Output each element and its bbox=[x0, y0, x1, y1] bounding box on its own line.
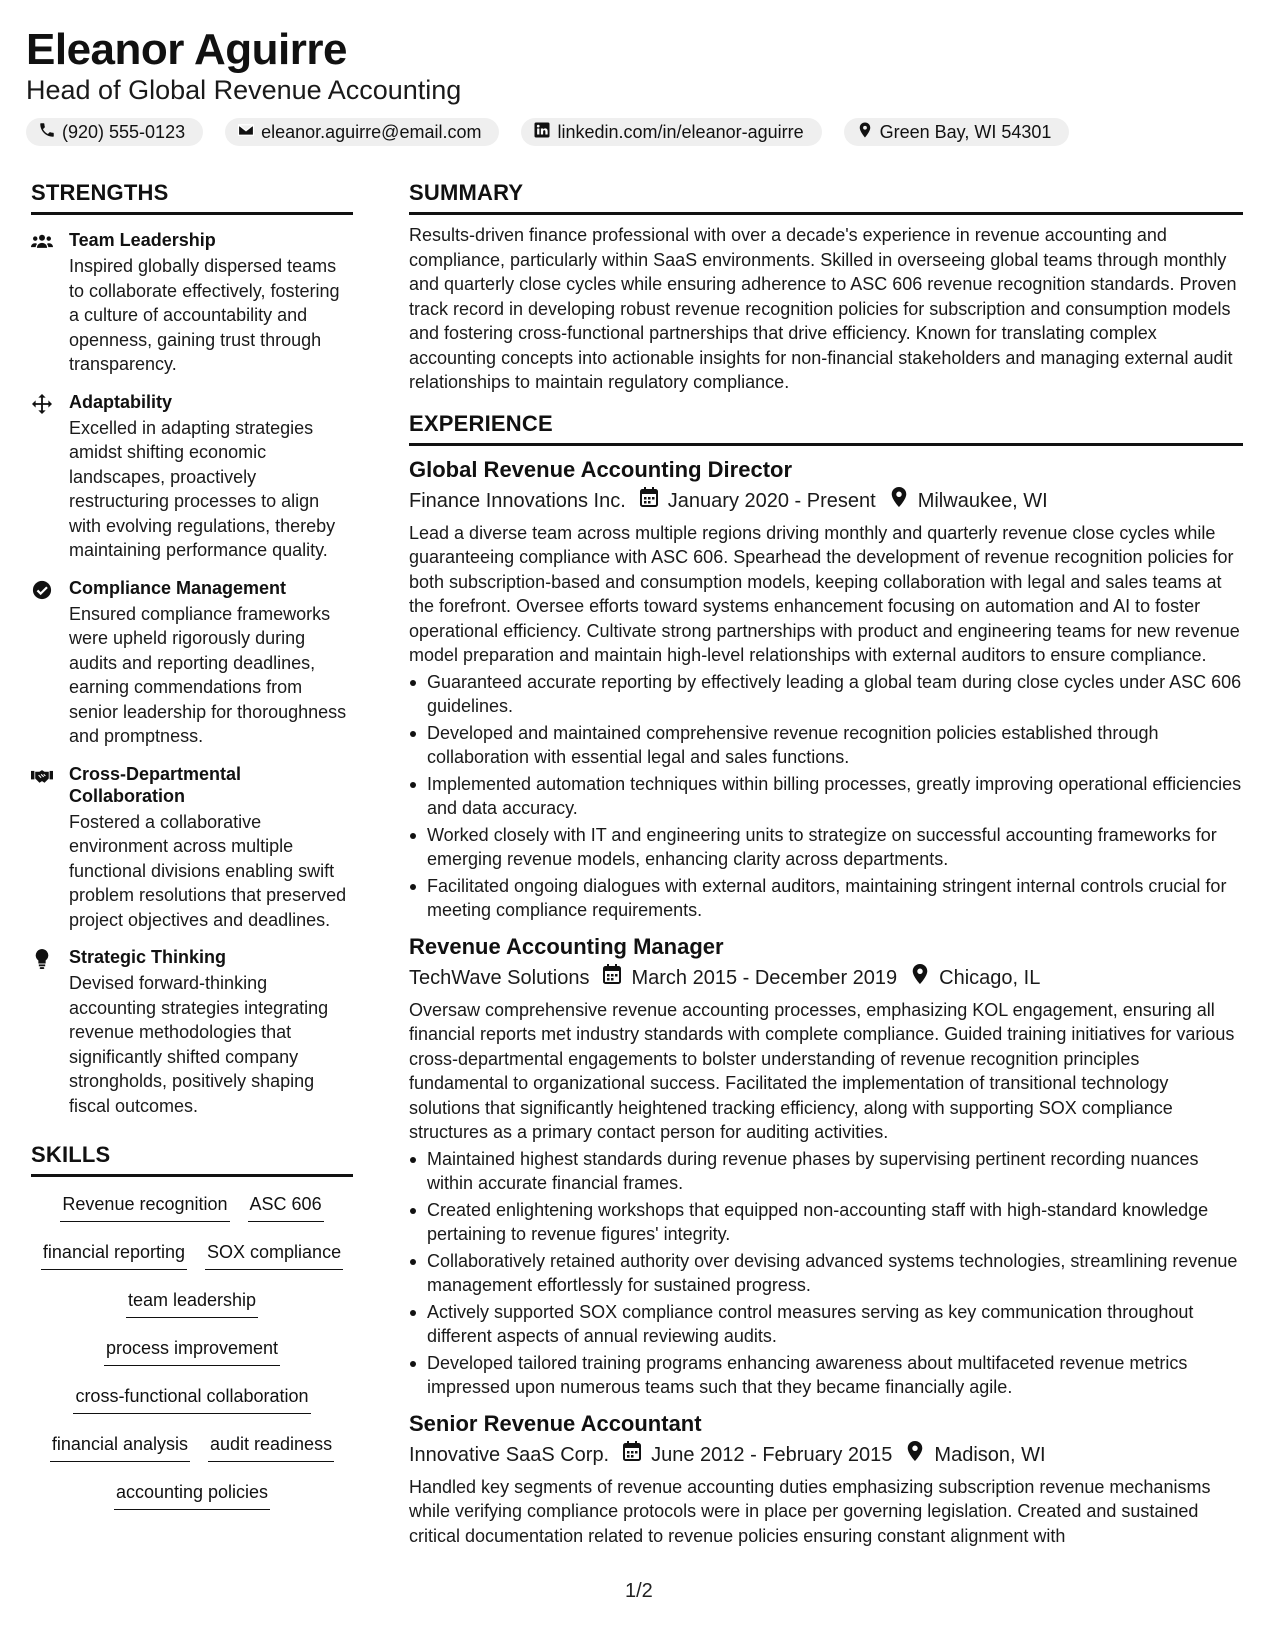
company-name: Finance Innovations Inc. bbox=[409, 489, 626, 512]
skill-tag: audit readiness bbox=[208, 1429, 334, 1462]
skill-tag: cross-functional collaboration bbox=[73, 1381, 310, 1414]
job-bullets bbox=[409, 670, 1243, 923]
lightbulb-icon bbox=[31, 946, 69, 1118]
strength-item bbox=[31, 577, 353, 749]
strength-desc: Inspired globally dispersed teams to collaborate effectively, fostering a culture of accountability and openness, gaining trust through transparency. bbox=[69, 256, 340, 374]
strength-name: Team Leadership bbox=[69, 230, 216, 250]
strength-name: Cross-Departmental Collaboration bbox=[69, 763, 242, 806]
resume-header bbox=[26, 24, 1246, 146]
job-meta bbox=[409, 1441, 1243, 1469]
job-title: Global Revenue Accounting Director bbox=[409, 456, 793, 482]
map-pin-icon bbox=[856, 121, 874, 144]
experience-heading: EXPERIENCE bbox=[409, 409, 1243, 446]
job-dates: June 2012 - February 2015 bbox=[651, 1443, 893, 1466]
strength-item bbox=[31, 763, 353, 933]
linkedin-icon bbox=[533, 121, 551, 144]
phone-icon bbox=[38, 121, 56, 144]
users-icon bbox=[31, 229, 69, 377]
skill-tag: financial reporting bbox=[41, 1237, 187, 1270]
list-item: Guaranteed accurate reporting by effectively leading a global team during close cycles under ASC 606 guidelines. bbox=[409, 670, 1243, 719]
left-column bbox=[31, 178, 353, 1525]
skill-tag: process improvement bbox=[104, 1333, 280, 1366]
strengths-heading: STRENGTHS bbox=[31, 178, 353, 215]
strength-name: Strategic Thinking bbox=[69, 947, 227, 967]
list-item: Actively supported SOX compliance control measures serving as key communication throughout different aspects of annual reviewing audits. bbox=[409, 1300, 1243, 1349]
skill-tag: Revenue recognition bbox=[60, 1189, 229, 1222]
skill-tag: accounting policies bbox=[114, 1477, 270, 1510]
job-description: Handled key segments of revenue accounting duties emphasizing subscription revenue mechanisms while verifying compliance protocols were in place per governing legislation. Created and sustained critical documentation related to revenue policies ensuring constant alignment with bbox=[409, 1476, 1211, 1546]
strength-item bbox=[31, 229, 353, 377]
contact-text: eleanor.aguirre@email.com bbox=[261, 121, 482, 142]
job-bullets bbox=[409, 1147, 1243, 1400]
strength-item bbox=[31, 391, 353, 563]
list-item: Maintained highest standards during revenue phases by supervising pertinent recording nuances within accurate financial frames. bbox=[409, 1147, 1243, 1196]
handshake-icon bbox=[31, 763, 69, 933]
list-item: Developed tailored training programs enhancing awareness about multifaceted revenue metrics impressed upon numerous teams such that they became financially agile. bbox=[409, 1351, 1243, 1400]
strength-item bbox=[31, 946, 353, 1118]
company-name: TechWave Solutions bbox=[409, 966, 590, 989]
experience-entry bbox=[409, 456, 1243, 923]
check-circle-icon bbox=[31, 577, 69, 749]
list-item: Worked closely with IT and engineering units to strategize on successful accounting frameworks for emerging revenue models, enhancing clarity across departments. bbox=[409, 823, 1243, 872]
arrows-move-icon bbox=[31, 391, 69, 563]
contact-text: (920) 555-0123 bbox=[62, 121, 186, 142]
right-column bbox=[409, 178, 1243, 1548]
experience-entry bbox=[409, 1410, 1243, 1549]
skill-tag: financial analysis bbox=[50, 1429, 190, 1462]
skills-list bbox=[31, 1189, 353, 1525]
map-pin-icon bbox=[897, 964, 939, 992]
summary-heading: SUMMARY bbox=[409, 178, 1243, 215]
skill-tag: SOX compliance bbox=[205, 1237, 343, 1270]
strength-name: Compliance Management bbox=[69, 577, 287, 598]
job-location: Chicago, IL bbox=[939, 966, 1041, 989]
job-dates: January 2020 - Present bbox=[667, 489, 876, 512]
company-name: Innovative SaaS Corp. bbox=[409, 1443, 610, 1466]
job-meta bbox=[409, 487, 1243, 515]
contact-text: linkedin.com/in/eleanor-aguirre bbox=[557, 121, 804, 142]
contact-location[interactable] bbox=[844, 118, 1070, 146]
page-number: 1/2 bbox=[625, 1580, 653, 1602]
map-pin-icon bbox=[876, 487, 918, 515]
job-title: Revenue Accounting Manager bbox=[409, 933, 724, 959]
job-meta bbox=[409, 964, 1243, 992]
list-item: Implemented automation techniques within billing processes, greatly improving operational efficiencies and data accuracy. bbox=[409, 772, 1243, 821]
list-item: Created enlightening workshops that equipped non-accounting staff with high-standard knowledge pertaining to revenue figures' integrity. bbox=[409, 1198, 1243, 1247]
list-item: Facilitated ongoing dialogues with external auditors, maintaining stringent internal controls crucial for meeting compliance requirements. bbox=[409, 874, 1243, 923]
list-item: Developed and maintained comprehensive revenue recognition policies established through collaboration with essential legal and sales functions. bbox=[409, 721, 1243, 770]
map-pin-icon bbox=[892, 1441, 934, 1469]
job-title: Senior Revenue Accountant bbox=[409, 1410, 702, 1436]
contact-linkedin[interactable] bbox=[521, 118, 821, 146]
strength-desc: Fostered a collaborative environment across multiple functional divisions enabling swift problem resolutions that preserved project objectives and deadlines. bbox=[69, 811, 347, 930]
candidate-name: Eleanor Aguirre bbox=[26, 25, 347, 74]
contact-text: Green Bay, WI 54301 bbox=[879, 121, 1052, 142]
calendar-icon bbox=[609, 1441, 651, 1469]
candidate-title: Head of Global Revenue Accounting bbox=[26, 75, 462, 105]
envelope-icon bbox=[237, 121, 255, 144]
skill-tag: team leadership bbox=[126, 1285, 258, 1318]
skills-heading: SKILLS bbox=[31, 1140, 353, 1177]
job-description: Oversaw comprehensive revenue accounting processes, emphasizing KOL engagement, ensuring all financial reports met industry standards with complete compliance. Guided training initiatives for various cross-departmental engagements to bolster understanding of revenue recognition principles fundamental to organizational success. Facilitated the implementation of transitional technology solutions that significantly heightened tracking efficiency, along with supporting SOX compliance structures as a primary contact person for auditing activities. bbox=[409, 999, 1235, 1142]
strength-name: Adaptability bbox=[69, 391, 173, 412]
contact-phone[interactable] bbox=[26, 118, 203, 146]
contact-bar bbox=[26, 118, 1246, 146]
skill-tag: ASC 606 bbox=[248, 1189, 324, 1222]
job-description: Lead a diverse team across multiple regions driving monthly and quarterly revenue close cycles while guaranteeing compliance with ASC 606. Spearhead the development of revenue recognition policies for both subscription-based and consumption models, keeping collaboration with legal and sales teams at the forefront. Oversee efforts toward systems enhancement focusing on automation and AI to foster operational efficiency. Cultivate strong partnerships with product and engineering teams for new revenue model preparation and maintain high-level relationships with external auditors to ensure compliance. bbox=[409, 522, 1240, 665]
job-location: Milwaukee, WI bbox=[917, 489, 1048, 512]
contact-email[interactable] bbox=[225, 118, 499, 146]
job-dates: March 2015 - December 2019 bbox=[631, 966, 898, 989]
job-location: Madison, WI bbox=[934, 1443, 1046, 1466]
summary-text: Results-driven finance professional with over a decade's experience in revenue accounting and compliance, particularly within SaaS environments. Skilled in overseeing global teams through monthly and quarterly close cycles while ensuring adherence to ASC 606 revenue recognition standards. Proven track record in developing robust revenue recognition policies for subscription and consumption models and fostering cross-functional partnerships that drive efficiency. Known for translating complex accounting concepts into actionable insights for non-financial stakeholders and managing external audit relationships to maintain regulatory compliance. bbox=[409, 225, 1237, 392]
experience-entry bbox=[409, 933, 1243, 1400]
list-item: Collaboratively retained authority over devising advanced systems technologies, streamlining revenue management effortlessly for sustained progress. bbox=[409, 1249, 1243, 1298]
strength-desc: Ensured compliance frameworks were upheld rigorously during audits and reporting deadlines, earning commendations from senior leadership for thoroughness and promptness. bbox=[69, 603, 347, 746]
strength-desc: Devised forward-thinking accounting strategies integrating revenue methodologies that significantly shifted company strongholds, positively shaping fiscal outcomes. bbox=[69, 973, 329, 1116]
calendar-icon bbox=[626, 487, 668, 515]
calendar-icon bbox=[589, 964, 631, 992]
strength-desc: Excelled in adapting strategies amidst shifting economic landscapes, proactively restructuring processes to align with evolving regulations, thereby maintaining performance quality. bbox=[69, 417, 336, 560]
